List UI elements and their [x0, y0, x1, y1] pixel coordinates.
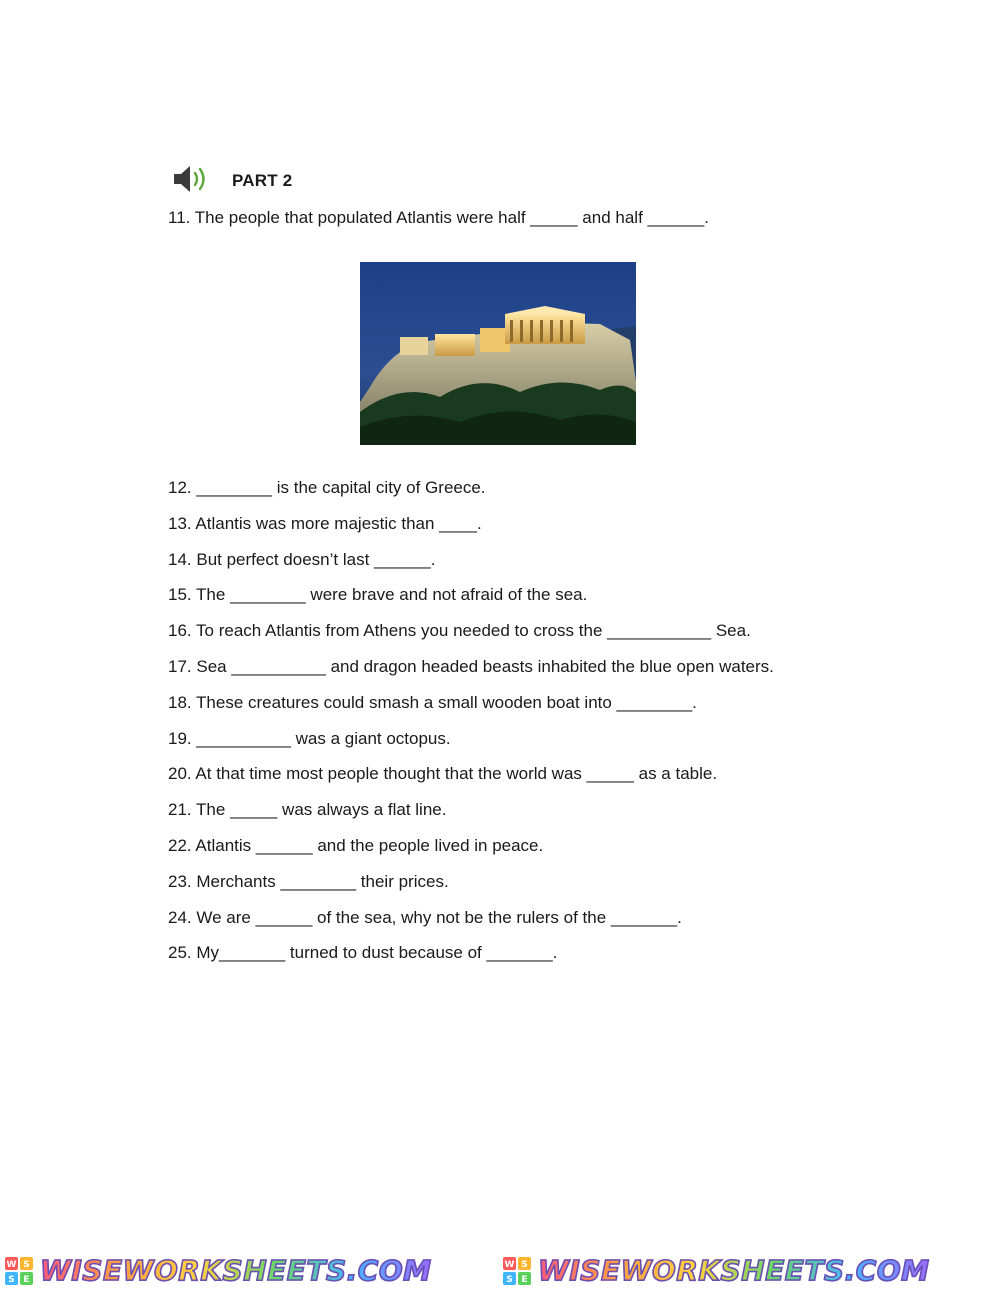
svg-text:W: W: [6, 1259, 17, 1270]
question-21: 21. The _____ was always a flat line.: [168, 800, 447, 820]
question-16: 16. To reach Atlantis from Athens you needed to cross the ___________ Sea.: [168, 621, 751, 641]
question-24: 24. We are ______ of the sea, why not be the rulers of the _______.: [168, 907, 682, 927]
svg-text:S: S: [23, 1259, 30, 1270]
part-title: PART 2: [232, 171, 293, 190]
question-14: 14. But perfect doesn’t last ______.: [168, 549, 436, 569]
svg-text:E: E: [23, 1274, 30, 1285]
question-list: [168, 477, 868, 978]
brand-text[interactable]: WISEWORKSHEETS.COM: [40, 1254, 432, 1287]
svg-text:S: S: [506, 1274, 513, 1285]
speaker-icon[interactable]: [172, 162, 212, 196]
acropolis-photo: [360, 262, 636, 445]
wiseworksheets-logo-icon: [502, 1256, 532, 1286]
question-23: 23. Merchants ________ their prices.: [168, 871, 449, 891]
brand-1: [4, 1254, 498, 1287]
wiseworksheets-logo-icon: [4, 1256, 34, 1286]
question-25: 25. My_______ turned to dust because of _______.: [168, 943, 558, 963]
part-header: [172, 162, 212, 196]
footer-watermark: [0, 1250, 1000, 1291]
question-19: 19. __________ was a giant octopus.: [168, 728, 451, 748]
svg-text:S: S: [8, 1274, 15, 1285]
question-13: 13. Atlantis was more majestic than ____.: [168, 513, 482, 533]
svg-text:S: S: [521, 1259, 528, 1270]
question-17: 17. Sea __________ and dragon headed beasts inhabited the blue open waters.: [168, 656, 774, 676]
brand-2: [502, 1254, 996, 1287]
svg-text:W: W: [504, 1259, 515, 1270]
question-20: 20. At that time most people thought that the world was _____ as a table.: [168, 764, 718, 784]
svg-text:E: E: [521, 1274, 528, 1285]
question-12: 12. ________ is the capital city of Greece.: [168, 478, 486, 497]
question-11: 11. The people that populated Atlantis were half _____ and half ______.: [168, 208, 709, 227]
question-22: 22. Atlantis ______ and the people lived in peace.: [168, 835, 544, 855]
brand-text[interactable]: WISEWORKSHEETS.COM: [538, 1254, 930, 1287]
question-18: 18. These creatures could smash a small wooden boat into ________.: [168, 692, 697, 712]
question-15: 15. The ________ were brave and not afraid of the sea.: [168, 585, 588, 605]
